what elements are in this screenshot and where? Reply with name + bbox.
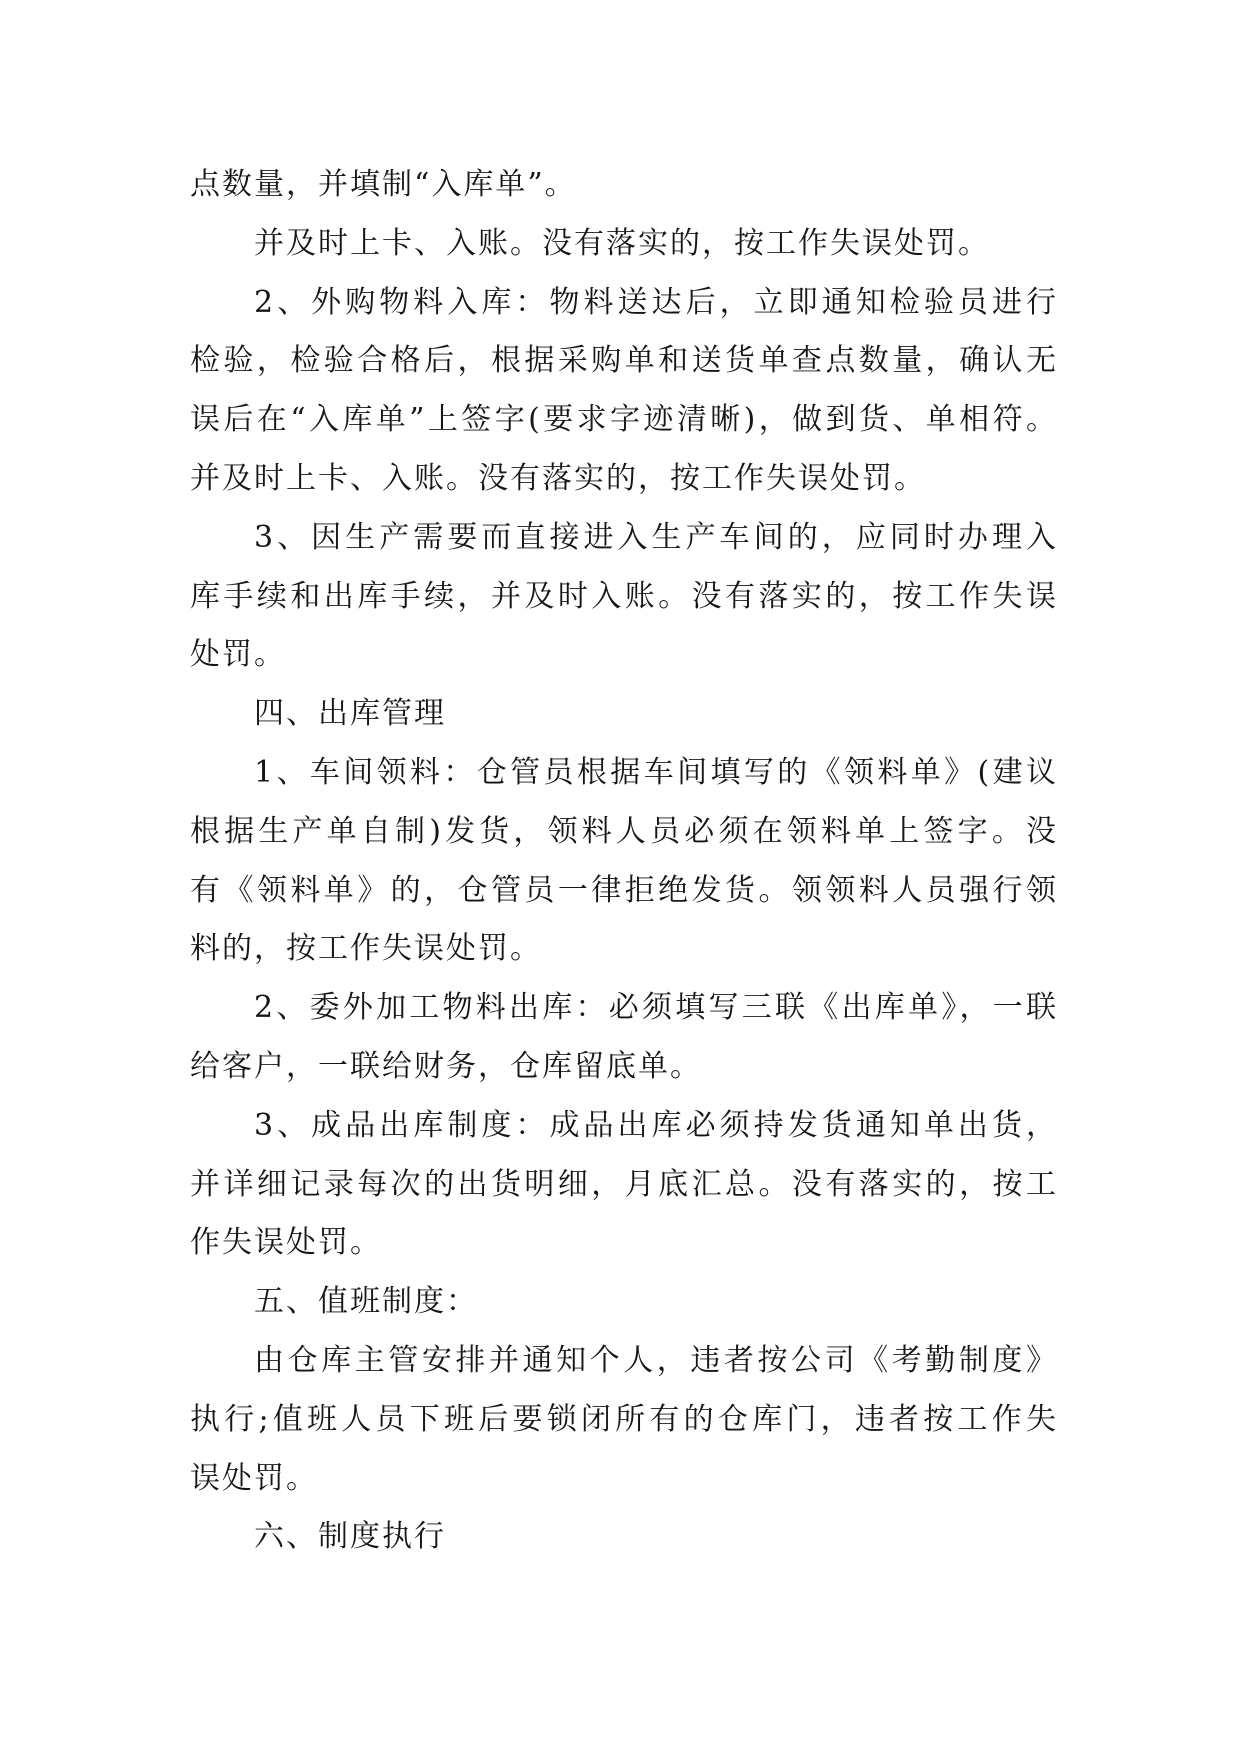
text-line: 检验，检验合格后，根据采购单和送货单查点数量，确认无 <box>190 343 1058 379</box>
paragraph <box>190 1332 1058 1508</box>
section-heading: 六、制度执行 <box>254 1519 446 1555</box>
text-line: 误处罚。 <box>190 1460 318 1496</box>
text-line: 1、车间领料：仓管员根据车间填写的《领料单》(建议 <box>254 754 1058 790</box>
section <box>190 1508 1058 1567</box>
text-line: 由仓库主管安排并通知个人，违者按公司《考勤制度》 <box>254 1342 1058 1378</box>
paragraph <box>190 509 1058 685</box>
paragraph <box>190 274 1058 509</box>
text-line: 3、成品出库制度：成品出库必须持发货通知单出货， <box>254 1107 1058 1143</box>
text-line: 并详细记录每次的出货明细，月底汇总。没有落实的，按工 <box>190 1166 1058 1202</box>
section-heading: 五、值班制度： <box>254 1284 478 1320</box>
document-body <box>190 156 1058 1567</box>
section <box>190 685 1058 744</box>
text-line: 处罚。 <box>190 637 286 673</box>
text-line: 误后在“入库单”上签字(要求字迹清晰)，做到货、单相符。 <box>190 402 1058 438</box>
text-line: 2、委外加工物料出库：必须填写三联《出库单》，一联 <box>254 990 1058 1026</box>
text-line: 有《领料单》的，仓管员一律拒绝发货。领领料人员强行领 <box>190 872 1058 908</box>
text-line: 作失误处罚。 <box>190 1225 382 1261</box>
paragraph <box>190 979 1058 1097</box>
text-line: 并及时上卡、入账。没有落实的，按工作失误处罚。 <box>190 460 926 496</box>
text-line: 3、因生产需要而直接进入生产车间的，应同时办理入 <box>254 519 1058 555</box>
text-line: 2、外购物料入库：物料送达后，立即通知检验员进行 <box>254 284 1058 320</box>
paragraph <box>190 744 1058 979</box>
text-line: 给客户，一联给财务，仓库留底单。 <box>190 1048 702 1084</box>
text-line: 执行;值班人员下班后要锁闭所有的仓库门，违者按工作失 <box>190 1401 1058 1437</box>
text-line: 根据生产单自制)发货，领料人员必须在领料单上签字。没 <box>190 813 1058 849</box>
section-heading: 四、出库管理 <box>254 696 446 732</box>
text-line: 点数量，并填制“入库单”。 <box>190 167 577 202</box>
text-line: 库手续和出库手续，并及时入账。没有落实的，按工作失误 <box>190 578 1058 614</box>
paragraph <box>190 1097 1058 1273</box>
paragraph <box>190 156 1058 215</box>
paragraph <box>190 215 1058 274</box>
section <box>190 1273 1058 1332</box>
text-line: 料的，按工作失误处罚。 <box>190 931 542 967</box>
text-line: 并及时上卡、入账。没有落实的，按工作失误处罚。 <box>254 225 990 261</box>
